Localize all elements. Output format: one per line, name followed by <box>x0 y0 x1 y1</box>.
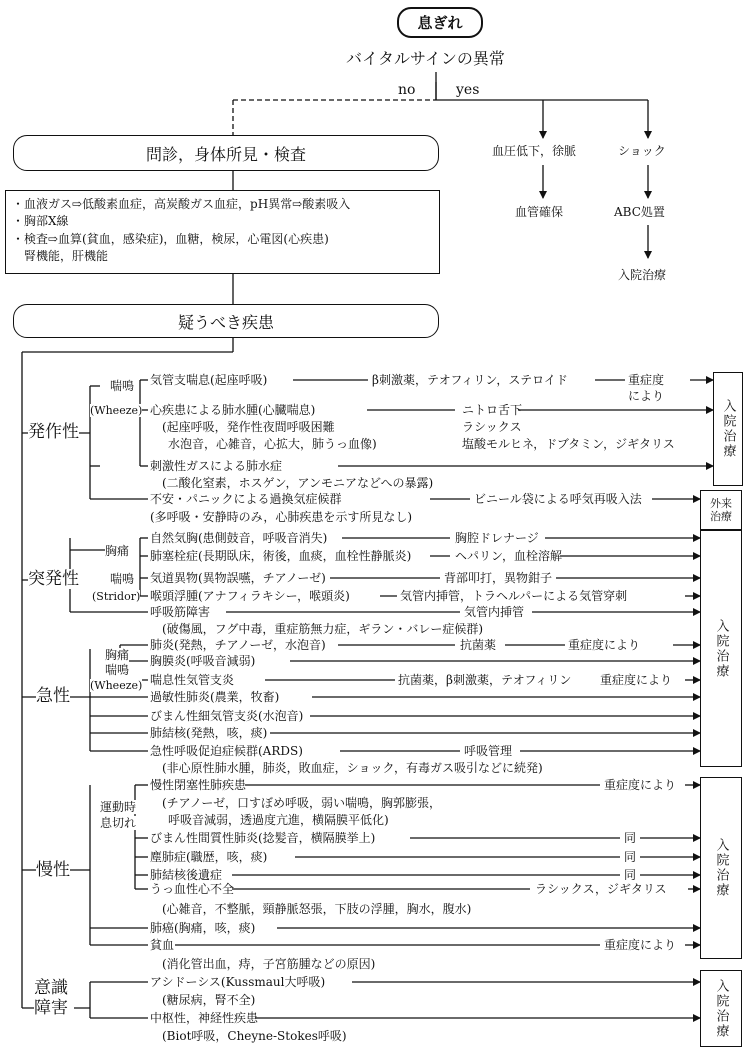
shock-label: ショック <box>618 144 666 158</box>
severity: 同 <box>624 831 637 845</box>
treatment: 胸腔ドレナージ <box>455 531 539 545</box>
tests-box <box>5 190 440 274</box>
test-line: ・胸部X線 <box>12 214 69 228</box>
severity: 同 <box>624 850 637 864</box>
disease-row: 心疾患による肺水腫(心臓喘息) <box>150 403 316 417</box>
sub-wheeze-3: 喘鳴 <box>105 663 130 677</box>
outcome-label: 入院治療 <box>720 399 736 459</box>
disease-row: うっ血性心不全 <box>150 882 235 896</box>
abc-label: ABC処置 <box>614 205 665 219</box>
treatment: ヘパリン，血栓溶解 <box>455 549 563 563</box>
disease-note: (起座呼吸，発作性夜間呼吸困難 <box>162 420 335 434</box>
category-consciousness: 意識障害 <box>34 978 74 1018</box>
disease-row: 胸膜炎(呼吸音減弱) <box>150 654 256 668</box>
exam-step <box>13 135 439 171</box>
severity: により <box>628 389 665 403</box>
sub-exertion: 運動時 <box>100 800 137 814</box>
sub-wheeze-2: 喘鳴 <box>110 572 135 586</box>
sub-wheeze-en-1: (Wheeze) <box>90 404 143 417</box>
severity: 重症度 <box>628 373 665 387</box>
disease-note: (チアノーゼ，口すぼめ呼吸，弱い喘鳴，胸郭膨張， <box>162 796 442 810</box>
disease-row: びまん性間質性肺炎(捻髪音，横隔膜挙上) <box>150 831 376 845</box>
disease-row: びまん性細気管支炎(水泡音) <box>150 709 304 723</box>
treatment: 呼吸管理 <box>464 744 513 758</box>
disease-row: 刺激性ガスによる肺水症 <box>150 459 283 473</box>
test-line: ・血液ガス⇨低酸素血症，高炭酸ガス血症，pH異常⇨酸素吸入 <box>12 197 351 211</box>
sub-breathless: 息切れ <box>100 816 137 830</box>
sub-wheeze-1: 喘鳴 <box>110 379 135 393</box>
treatment: 塩酸モルヒネ，ドブタミン，ジギタリス <box>462 437 675 451</box>
sub-chestpain-1: 胸痛 <box>105 544 130 558</box>
outcome-admission-1 <box>713 372 743 486</box>
treatment: ビニール袋による呼気再吸入法 <box>474 492 642 506</box>
admit-label: 入院治療 <box>618 268 667 282</box>
disease-row: 急性呼吸促迫症候群(ARDS) <box>150 744 303 758</box>
outcome-admission-2 <box>700 530 742 767</box>
category-paroxysmal: 発作性 <box>28 422 79 442</box>
disease-row: 肺結核後遺症 <box>150 868 223 882</box>
disease-row: 中枢性，神経性疾患 <box>150 1011 259 1025</box>
disease-row: 気道異物(異物誤嚥，チアノーゼ) <box>150 571 326 585</box>
severity: 同 <box>624 868 637 882</box>
title-oval: 息ぎれ <box>397 7 483 38</box>
yes-label: yes <box>456 82 480 98</box>
disease-row: 貧血 <box>150 938 175 952</box>
disease-row: 過敏性肺炎(農業，牧畜) <box>150 690 280 704</box>
treatment: 抗菌薬，β刺激薬，テオフィリン <box>398 673 572 687</box>
outcome-admission-4 <box>700 970 742 1047</box>
disease-row: 肺塞栓症(長期臥床，術後，血痰，血栓性静脈炎) <box>150 549 412 563</box>
treatment: 気管内挿管，トラヘルパーによる気管穿刺 <box>400 589 628 603</box>
disease-row: 喘息性気管支炎 <box>150 673 235 687</box>
disease-row: アシドーシス(Kussmaul大呼吸) <box>150 975 326 989</box>
severity: 重症度により <box>600 673 673 687</box>
disease-row: 気管支喘息(起座呼吸) <box>150 373 268 387</box>
disease-note: (心雑音，不整脈，頸静脈怒張，下肢の浮腫，胸水，腹水) <box>162 902 472 916</box>
disease-row: 喉頭浮腫(アナフィラキシー，喉頭炎) <box>150 589 350 603</box>
disease-row: 呼吸筋障害 <box>150 605 211 619</box>
disease-row: 塵肺症(職歴，咳，痰) <box>150 850 268 864</box>
category-acute: 急性 <box>36 686 70 706</box>
disease-note: (破傷風，フグ中毒，重症筋無力症，ギラン・バレー症候群) <box>162 622 484 636</box>
category-sudden: 突発性 <box>28 569 79 589</box>
test-line: ・検査⇨血算(貧血，感染症)，血糖，検尿，心電図(心疾患) <box>12 232 329 246</box>
treatment: 気管内挿管 <box>464 605 525 619</box>
treatment: β刺激薬，テオフィリン，ステロイド <box>372 373 568 387</box>
treatment: ラシックス，ジギタリス <box>535 882 667 896</box>
disease-note: (Biot呼吸，Cheyne-Stokes呼吸) <box>162 1029 347 1043</box>
treatment: 背部叩打，異物鉗子 <box>444 571 553 585</box>
disease-note: (非心原性肺水腫，肺炎，敗血症，ショック，有毒ガス吸引などに続発) <box>162 761 543 775</box>
treatment: 抗菌薬 <box>460 638 497 652</box>
treatment: ニトロ舌下 <box>462 403 523 417</box>
severity: 重症度により <box>604 938 677 952</box>
vessel-label: 血管確保 <box>515 205 564 219</box>
disease-note: (糖尿病，腎不全) <box>162 993 256 1007</box>
severity: 重症度により <box>568 638 641 652</box>
diseases-step <box>13 304 439 338</box>
disease-note: 呼吸音減弱，透過度亢進，横隔膜平低化) <box>168 813 389 827</box>
outcome-label: 入院治療 <box>713 618 729 679</box>
sub-stridor: (Stridor) <box>92 590 141 603</box>
treatment: ラシックス <box>462 420 522 434</box>
outcome-label: 入院治療 <box>713 978 729 1039</box>
outcome-label: 外来治療 <box>710 497 732 523</box>
disease-note: (消化管出血，痔，子宮筋腫などの原因) <box>162 957 376 971</box>
severity: 重症度により <box>604 778 677 792</box>
disease-note: 水泡音，心雑音，心拡大，肺うっ血像) <box>168 437 377 451</box>
vital-sign-label: バイタルサインの異常 <box>346 49 505 68</box>
disease-row: 自然気胸(患側鼓音，呼吸音消失) <box>150 531 328 545</box>
sub-chestpain-2: 胸痛 <box>105 648 130 662</box>
disease-row: 肺癌(胸痛，咳，痰) <box>150 921 256 935</box>
disease-row: 肺結核(発熱，咳，痰) <box>150 726 268 740</box>
disease-note: (二酸化窒素，ホスゲン，アンモニアなどへの暴露) <box>162 476 434 490</box>
no-label: no <box>398 82 416 98</box>
disease-row: 不安・パニックによる過換気症候群 <box>150 492 342 506</box>
outcome-label: 入院治療 <box>713 838 729 898</box>
test-line: 腎機能，肝機能 <box>12 249 109 263</box>
disease-row: 慢性閉塞性肺疾患 <box>150 778 247 792</box>
disease-row: 肺炎(発熱，チアノーゼ，水泡音) <box>150 638 326 652</box>
bp-label: 血圧低下，徐脈 <box>492 144 577 158</box>
outcome-admission-3 <box>700 777 742 959</box>
disease-note: (多呼吸・安静時のみ，心肺疾患を示す所見なし) <box>150 510 413 524</box>
sub-wheeze-en-2: (Wheeze) <box>90 679 143 692</box>
outcome-outpatient <box>700 490 742 530</box>
category-chronic: 慢性 <box>36 860 70 880</box>
diseases-step-label: 疑うべき疾患 <box>177 312 274 332</box>
exam-step-label: 問診，身体所見・検査 <box>145 144 306 164</box>
